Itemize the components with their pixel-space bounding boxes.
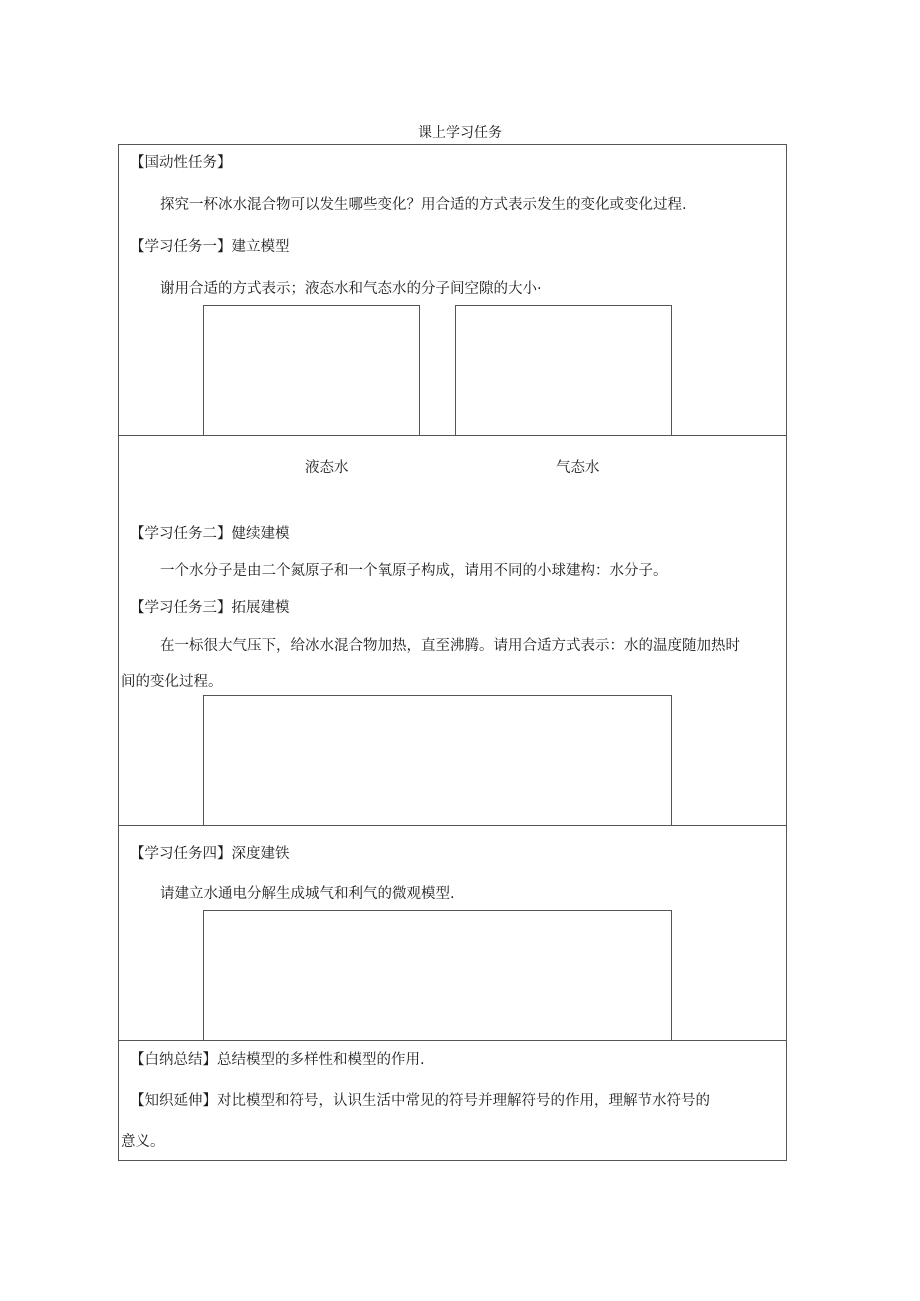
electrolysis-model-drawing-box[interactable] [203,910,672,1041]
task2-label: 【学习任务二】健续建模 [130,526,290,542]
task4-label: 【学习任务四】深度建铁 [130,846,290,862]
liquid-water-drawing-box[interactable] [203,305,420,436]
extension-text-line1: 【知织延伸】对比模型和符号，认识生活中常见的符号并理解符号的作用，理解节水符号的 [130,1093,710,1109]
driving-task-label: 【国动性任务】 [130,155,232,171]
gaseous-water-caption: 气态水 [556,460,600,476]
page-title: 课上学习任务 [418,125,502,141]
task4-text: 请建立水通电分解生成城气和利气的微观模型. [160,886,455,902]
driving-task-text: 探究一杯冰水混合物可以发生哪些变化？用合适的方式表示发生的变化或变化过程. [160,197,687,213]
liquid-water-caption: 液态水 [305,460,349,476]
task3-text-line1: 在一标很大气压下，给冰水混合物加热，直至沸腾。请用合适方式表示：水的温度随加热时 [160,638,740,654]
summary-text: 【白纳总结】总结模型的多样性和模型的作用. [130,1052,425,1068]
task1-text: 谢用合适的方式表示；液态水和气态水的分子间空隙的大小· [160,281,542,297]
task3-label: 【学习任务三】拓展建模 [130,600,290,616]
task3-text-line2: 间的变化过程。 [121,674,223,690]
task1-label: 【学习任务一】建立模型 [130,239,290,255]
temperature-process-drawing-box[interactable] [203,695,672,826]
extension-text-line2: 意义。 [121,1134,165,1150]
gaseous-water-drawing-box[interactable] [455,305,672,436]
task2-text: 一个水分子是由二个氮原子和一个氧原子构成，请用不同的小球建构：水分子。 [160,563,668,579]
